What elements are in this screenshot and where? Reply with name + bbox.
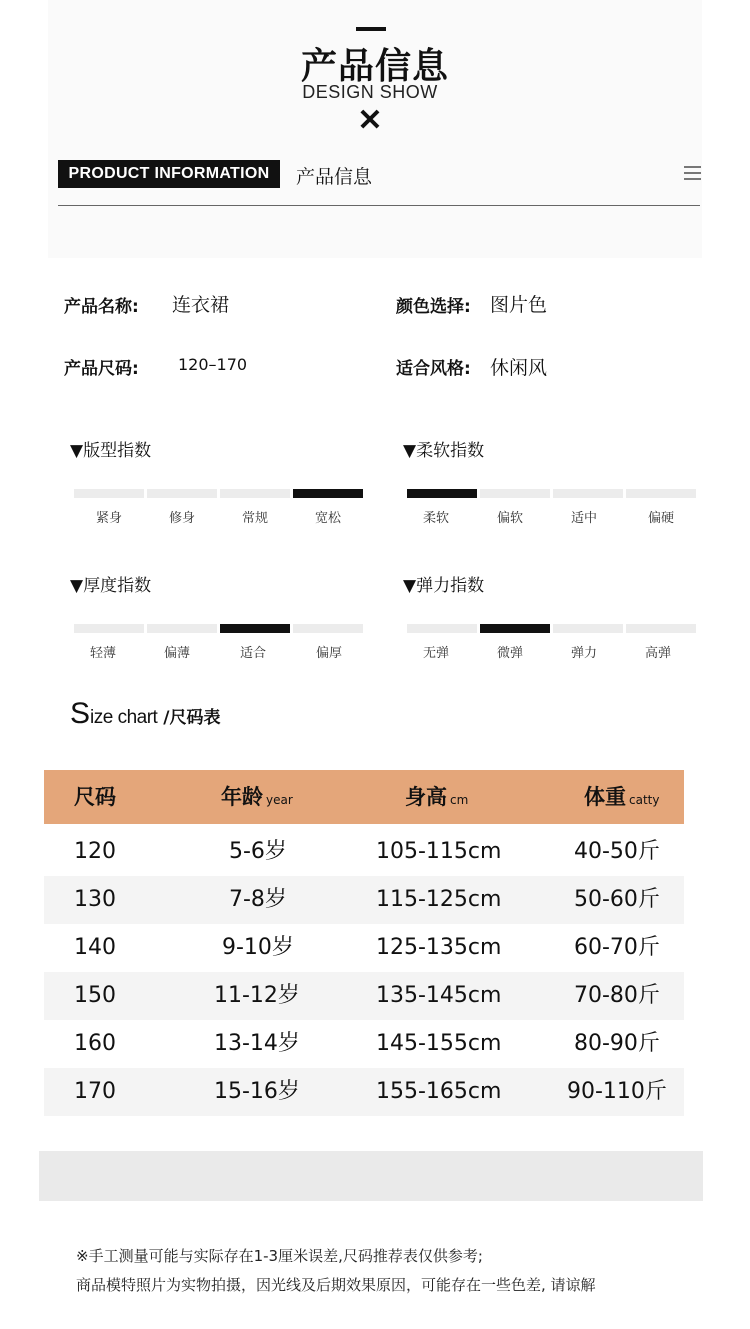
softness-index-segment [480,489,550,498]
elasticity-index-segment [407,624,477,633]
fit-option-label: 修身 [168,511,195,526]
cell-weight: 50-60斤 [574,887,660,912]
cell-age: 13-14岁 [214,1031,300,1056]
product-name-label: 产品名称: [64,297,139,317]
thickness-index-segment [293,624,363,633]
page-subtitle: DESIGN SHOW [302,82,438,102]
cell-size: 130 [74,887,116,912]
thickness-index-scale [74,624,364,661]
fit-index-scale [74,489,364,526]
color-value: 图片色 [490,294,548,316]
cell-height: 135-145cm [376,983,502,1008]
cell-age: 11-12岁 [214,983,300,1008]
size-chart-title-rest: ize chart [90,707,158,728]
cell-size: 120 [74,839,116,864]
cell-size: 150 [74,983,116,1008]
fit-option-label: 紧身 [95,511,122,526]
elasticity-index-title: ▼弹力指数 [403,576,485,596]
thickness-index-segment [147,624,217,633]
cell-age: 9-10岁 [222,935,294,960]
softness-option-label: 偏硬 [647,511,674,526]
cell-height: 145-155cm [376,1031,502,1056]
fit-index-segment-selected [293,489,363,498]
table-row [44,1068,684,1116]
softness-index-segment [553,489,623,498]
cell-weight: 60-70斤 [574,935,660,960]
cell-age: 15-16岁 [214,1079,300,1104]
elasticity-option-label: 无弹 [422,646,449,661]
size-chart-title-cn: /尺码表 [157,708,221,728]
close-icon: ✕ [357,104,383,137]
thickness-index-title: ▼厚度指数 [70,576,152,596]
menu-icon[interactable] [684,166,701,180]
cell-size: 160 [74,1031,116,1056]
table-row [44,972,684,1020]
fit-option-label: 常规 [241,511,268,526]
fit-index-segment [147,489,217,498]
fit-index-title: ▼版型指数 [70,441,152,461]
cell-size: 140 [74,935,116,960]
cell-height: 155-165cm [376,1079,502,1104]
title-dash [356,27,386,31]
table-row [44,1020,684,1068]
fit-index-segment [220,489,290,498]
size-range-label: 产品尺码: [64,359,139,379]
cell-height: 125-135cm [376,935,502,960]
product-name-value: 连衣裙 [172,294,230,316]
product-information-title: 产品信息 [296,166,373,188]
measurement-note: ※手工测量可能与实际存在1-3厘米误差,尺码推荐表仅供参考; [76,1247,483,1265]
style-label: 适合风格: [396,359,471,379]
cell-weight: 90-110斤 [567,1079,667,1104]
softness-index-title: ▼柔软指数 [403,441,485,461]
header-size: 尺码 [74,785,116,809]
thickness-option-label: 轻薄 [89,646,116,661]
table-row [44,876,684,924]
elasticity-index-scale [407,624,697,661]
cell-weight: 70-80斤 [574,983,660,1008]
cell-weight: 80-90斤 [574,1031,660,1056]
cell-age: 5-6岁 [229,839,287,864]
elasticity-option-label: 微弹 [496,646,523,661]
thickness-index-segment [74,624,144,633]
table-row [44,828,684,876]
elasticity-index-segment [626,624,696,633]
softness-index-segment-selected [407,489,477,498]
thickness-option-label: 偏薄 [163,646,190,661]
thickness-option-label: 偏厚 [315,646,342,661]
product-information-badge: PRODUCT INFORMATION [58,160,280,188]
cell-age: 7-8岁 [229,887,287,912]
size-table-header [44,770,684,824]
fit-index-segment [74,489,144,498]
softness-option-label: 柔软 [422,511,449,526]
cell-weight: 40-50斤 [574,839,660,864]
cell-height: 105-115cm [376,839,502,864]
size-chart-title-initial: S [70,697,91,730]
style-value: 休闲风 [490,357,548,379]
thickness-option-label: 适合 [239,646,266,661]
elasticity-option-label: 高弹 [644,646,671,661]
softness-option-label: 适中 [570,511,597,526]
cell-height: 115-125cm [376,887,502,912]
page-title: 产品信息 [300,46,449,87]
fit-option-label: 宽松 [314,511,341,526]
elasticity-option-label: 弹力 [570,646,597,661]
color-label: 颜色选择: [396,297,471,317]
header-height: 身高 cm [405,785,469,809]
table-row [44,924,684,972]
color-difference-note: 商品模特照片为实物拍摄，因光线及后期效果原因，可能存在一些色差, 请谅解 [76,1276,596,1294]
softness-index-segment [626,489,696,498]
softness-option-label: 偏软 [496,511,523,526]
softness-index-scale [407,489,697,526]
section-divider [58,205,700,206]
size-range-value: 120–170 [178,355,248,374]
elasticity-index-segment-selected [480,624,550,633]
thickness-index-segment-selected [220,624,290,633]
cell-size: 170 [74,1079,116,1104]
divider-band [39,1151,703,1201]
header-weight: 体重 catty [584,785,660,809]
elasticity-index-segment [553,624,623,633]
size-chart-title [70,697,220,731]
header-age: 年龄 year [221,785,293,809]
